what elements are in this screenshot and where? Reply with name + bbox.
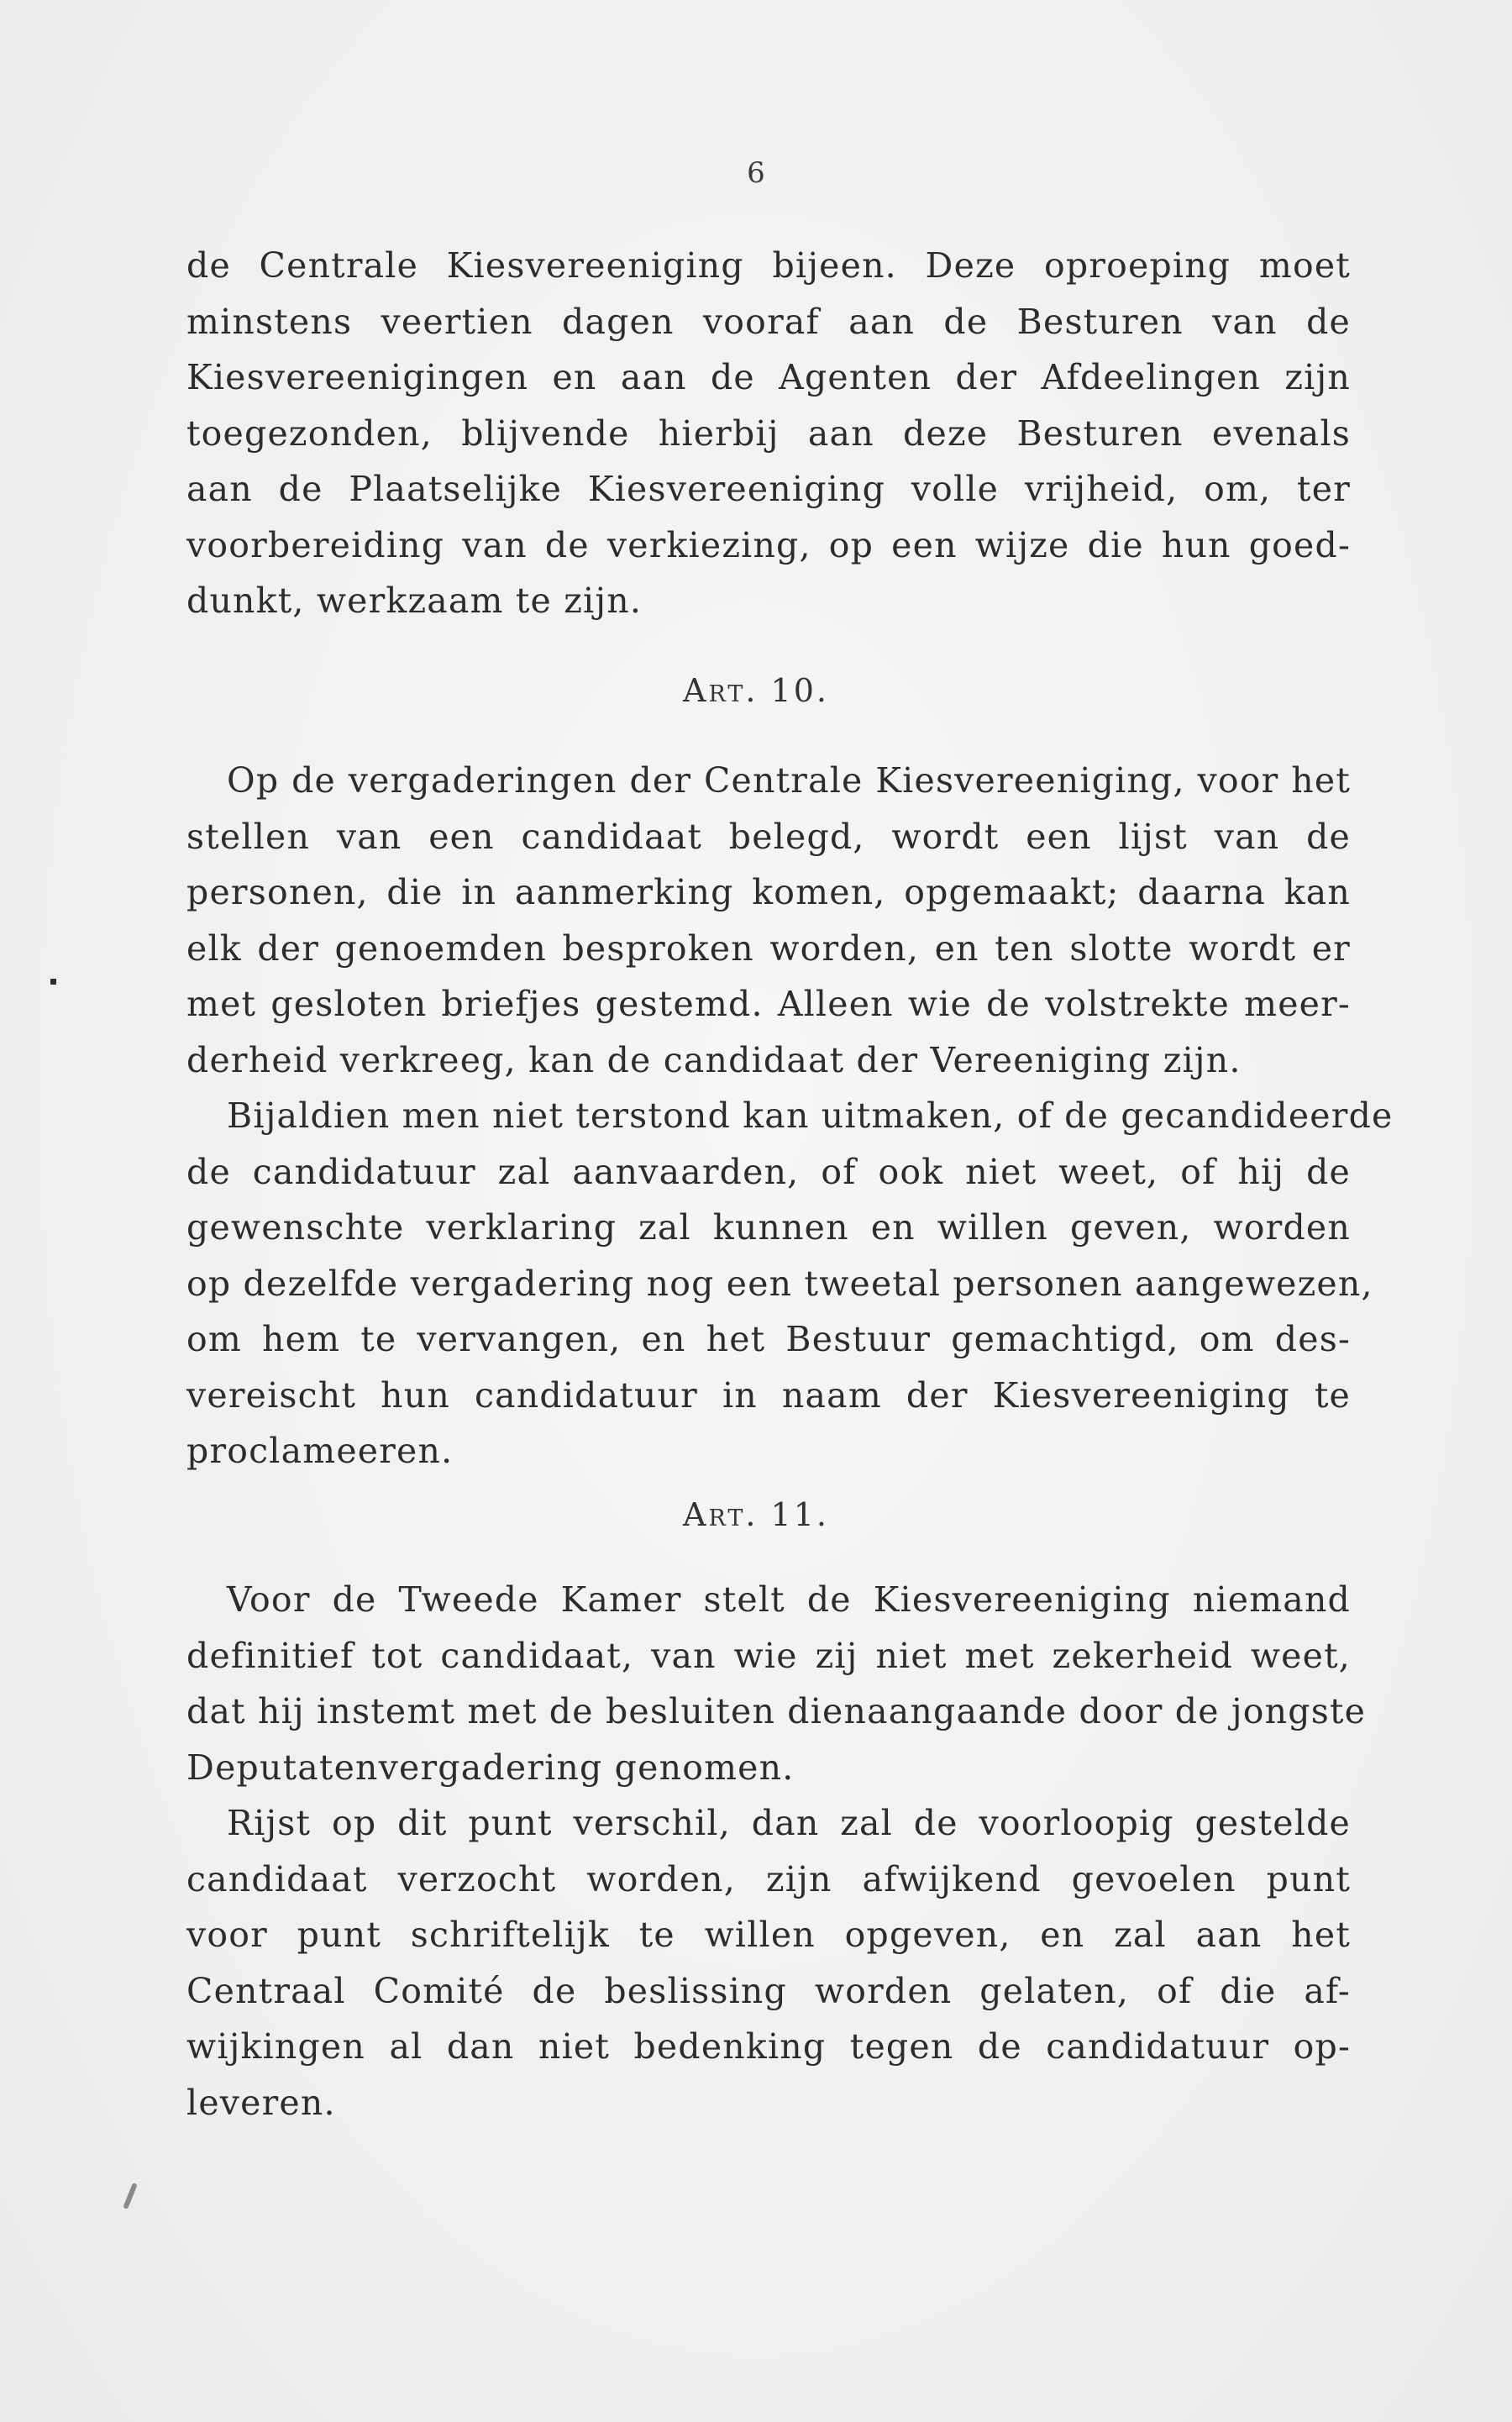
text-line: dat hij instemt met de besluiten dienaangaande door de jongste (186, 1691, 1367, 1731)
text-line: Deputatenvergadering genomen. (186, 1747, 795, 1788)
text-line: definitief tot candidaat, van wie zij niet met zekerheid weet, (186, 1635, 1351, 1676)
text-line: voorbereiding van de verkiezing, op een wijze die hun goed- (186, 524, 1351, 565)
text-line: Kiesvereenigingen en aan de Agenten der Afdeelingen zijn (186, 357, 1351, 397)
text-line: stellen van een candidaat belegd, wordt een lijst van de (186, 816, 1351, 857)
text-line: derheid verkreeg, kan de candidaat der Vereeniging zijn. (186, 1039, 1242, 1080)
text-line: Op de vergaderingen der Centrale Kiesvereeniging, voor het (227, 760, 1351, 801)
text-line: vereischt hun candidatuur in naam der Kiesvereeniging te (186, 1374, 1351, 1416)
article-11-body (186, 1572, 1367, 2130)
pencil-mark (123, 2183, 138, 2209)
article-10-body (186, 753, 1394, 1479)
text-line: Centraal Comité de beslissing worden gelaten, of die af- (186, 1970, 1351, 2011)
text-line: om hem te vervangen, en het Bestuur gemachtigd, om des- (186, 1319, 1351, 1359)
text-line: leveren. (186, 2082, 336, 2123)
text-line: de Centrale Kiesvereeniging bijeen. Deze oproeping moet (186, 245, 1351, 286)
article-10-heading: Art. 10. (683, 672, 829, 709)
text-line: toegezonden, blijvende hierbij aan deze Besturen evenals (186, 412, 1351, 454)
text-line: Bijaldien men niet terstond kan uitmaken, of de gecandideerde (227, 1095, 1394, 1136)
text-line: minstens veertien dagen vooraf aan de Besturen van de (186, 301, 1351, 342)
text-line: dunkt, werkzaam te zijn. (186, 581, 643, 621)
text-line: met gesloten briefjes gestemd. Alleen wie de volstrekte meer- (186, 984, 1351, 1024)
paragraph-intro (186, 238, 1351, 629)
text-line: wijkingen al dan niet bedenking tegen de candidatuur op- (186, 2026, 1351, 2067)
text-line: elk der genoemden besproken worden, en ten slotte wordt er (186, 927, 1351, 969)
text-line: Voor de Tweede Kamer stelt de Kiesvereeniging niemand (227, 1579, 1351, 1620)
margin-dot-mark (50, 979, 56, 985)
text-line: de candidatuur zal aanvaarden, of ook niet weet, of hij de (186, 1151, 1351, 1192)
text-line: voor punt schriftelijk te willen opgeven, en zal aan het (186, 1915, 1351, 1955)
text-line: personen, die in aanmerking komen, opgemaakt; daarna kan (186, 872, 1351, 912)
article-11-heading: Art. 11. (683, 1496, 829, 1533)
text-line: Rijst op dit punt verschil, dan zal de voorloopig gestelde (227, 1803, 1351, 1843)
text-line: candidaat verzocht worden, zijn afwijkend gevoelen punt (186, 1858, 1351, 1899)
page-number: 6 (747, 156, 765, 190)
text-line: gewenschte verklaring zal kunnen en willen geven, worden (186, 1207, 1351, 1248)
text-line: proclameeren. (186, 1431, 454, 1471)
text-line: op dezelfde vergadering nog een tweetal personen aangewezen, (186, 1263, 1373, 1304)
text-line: aan de Plaatselijke Kiesvereeniging volle vrijheid, om, ter (186, 469, 1351, 509)
